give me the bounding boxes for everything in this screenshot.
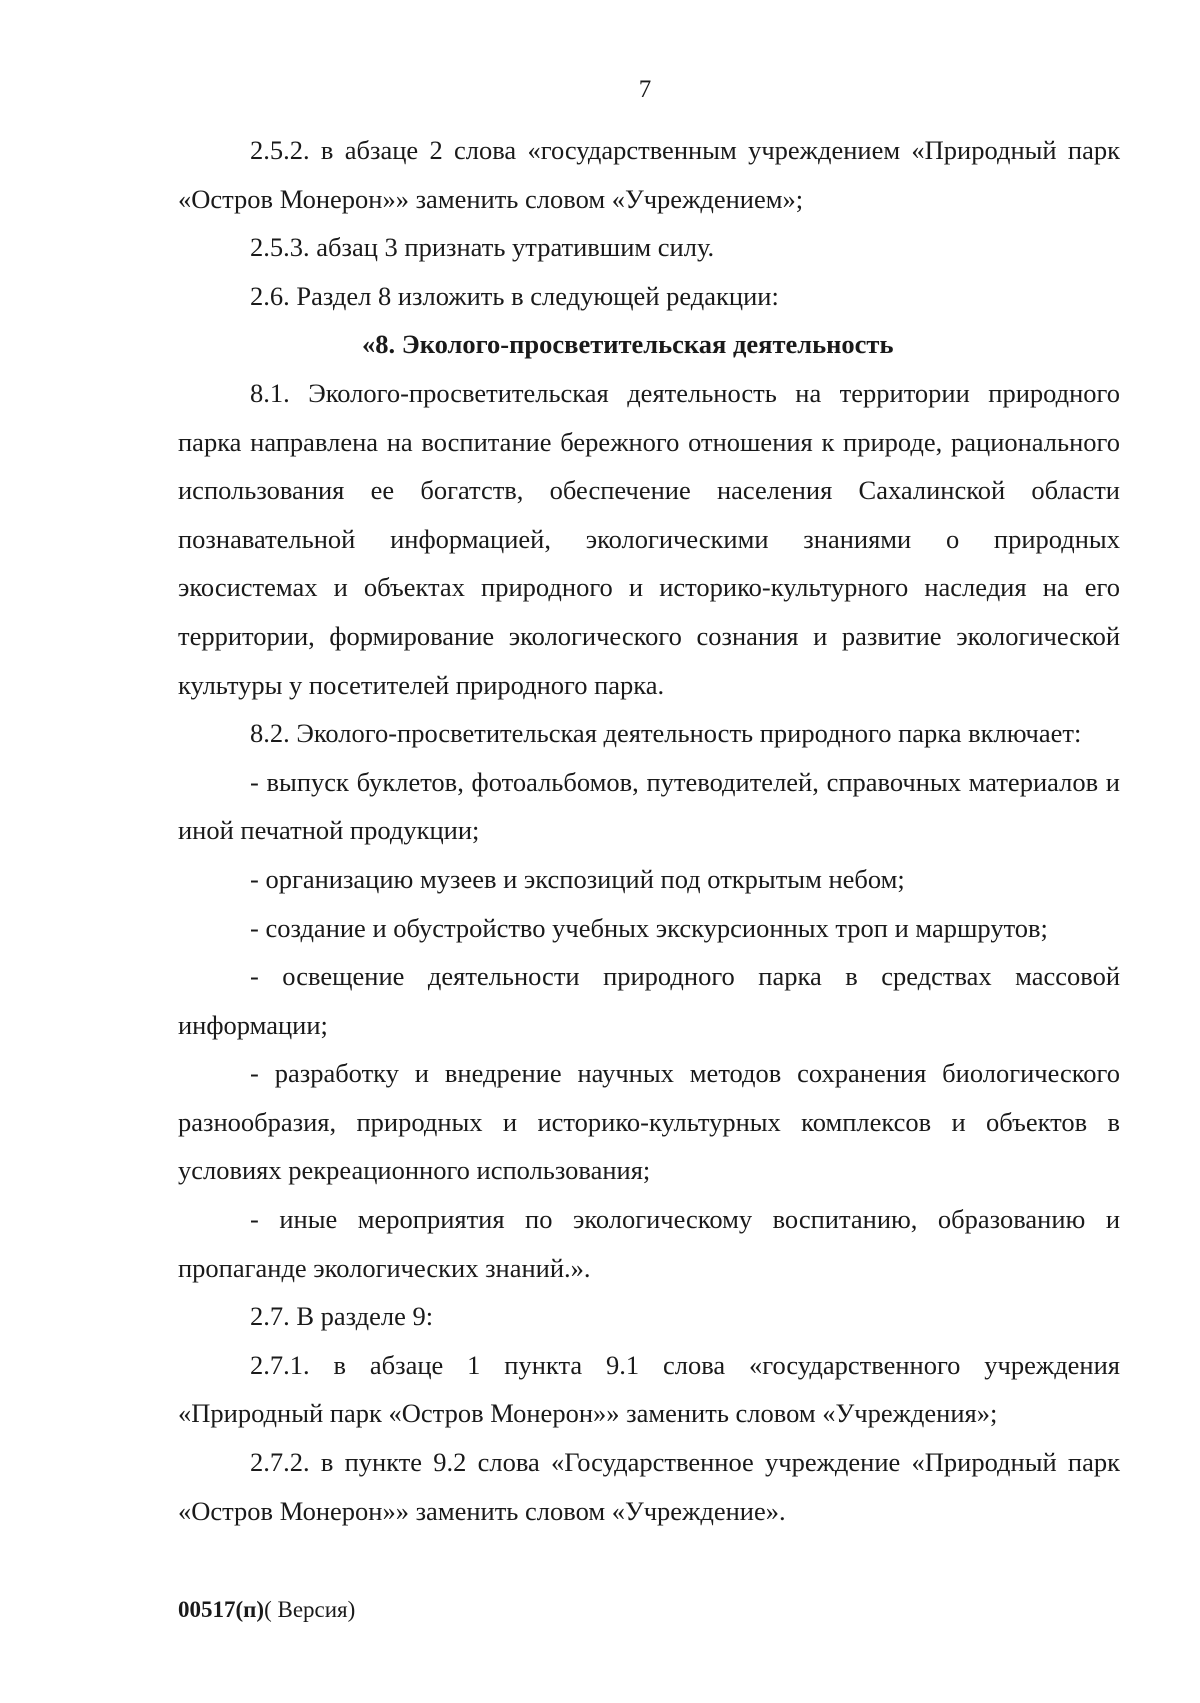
section-heading: «8. Эколого-просветительская деятельность [362, 329, 894, 360]
paragraph-2-7-2: 2.7.2. в пункте 9.2 слова «Государственное учреждение «Природный парк «Остров Монерон»» заменить словом «Учреждение». [178, 1447, 1120, 1526]
document-version-label: ( Версия) [264, 1597, 356, 1622]
list-item-research: - разработку и внедрение научных методов сохранения биологического разнообразия, природных и историко-культурных комплексов и объектов в условиях рекреационного использования; [178, 1058, 1120, 1186]
paragraph-2-5-2: 2.5.2. в абзаце 2 слова «государственным учреждением «Природный парк «Остров Монерон»» заменить словом «Учреждением»; [178, 135, 1120, 214]
list-item-booklets: - выпуск буклетов, фотоальбомов, путеводителей, справочных материалов и иной печатной продукции; [178, 766, 1120, 846]
document-body [178, 126, 1120, 1535]
list-item-media: - освещение деятельности природного парка в средствах массовой информации; [178, 961, 1120, 1040]
list-item-other: - иные мероприятия по экологическому воспитанию, образованию и пропаганде экологических знаний.». [178, 1204, 1120, 1283]
document-code-number: 00517(п) [178, 1597, 265, 1622]
list-item-trails: - создание и обустройство учебных экскурсионных троп и маршрутов; [250, 912, 1048, 943]
list-item-museums: - организацию музеев и экспозиций под открытым небом; [250, 863, 905, 894]
document-code [178, 1597, 355, 1623]
page-number: 7 [638, 76, 652, 103]
paragraph-2-6: 2.6. Раздел 8 изложить в следующей редакции: [250, 280, 779, 311]
paragraph-2-7: 2.7. В разделе 9: [250, 1301, 434, 1332]
paragraph-8-1: 8.1. Эколого-просветительская деятельность на территории природного парка направлена на воспитание бережного отношения к природе, рационального использования ее богатств, обеспечение населения Сахалинской области познавательной информацией, экологическими знаниями о природных экосистемах и объектах природного и историко-культурного наследия на его территории, формирование экологического сознания и развитие экологической культуры у посетителей природного парка. [178, 377, 1120, 700]
paragraph-2-7-1: 2.7.1. в абзаце 1 пункта 9.1 слова «государственного учреждения «Природный парк «Остров Монерон»» заменить словом «Учреждения»; [178, 1349, 1120, 1429]
paragraph-2-5-3: 2.5.3. абзац 3 признать утратившим силу. [250, 232, 715, 263]
paragraph-8-2: 8.2. Эколого-просветительская деятельность природного парка включает: [250, 718, 1082, 749]
